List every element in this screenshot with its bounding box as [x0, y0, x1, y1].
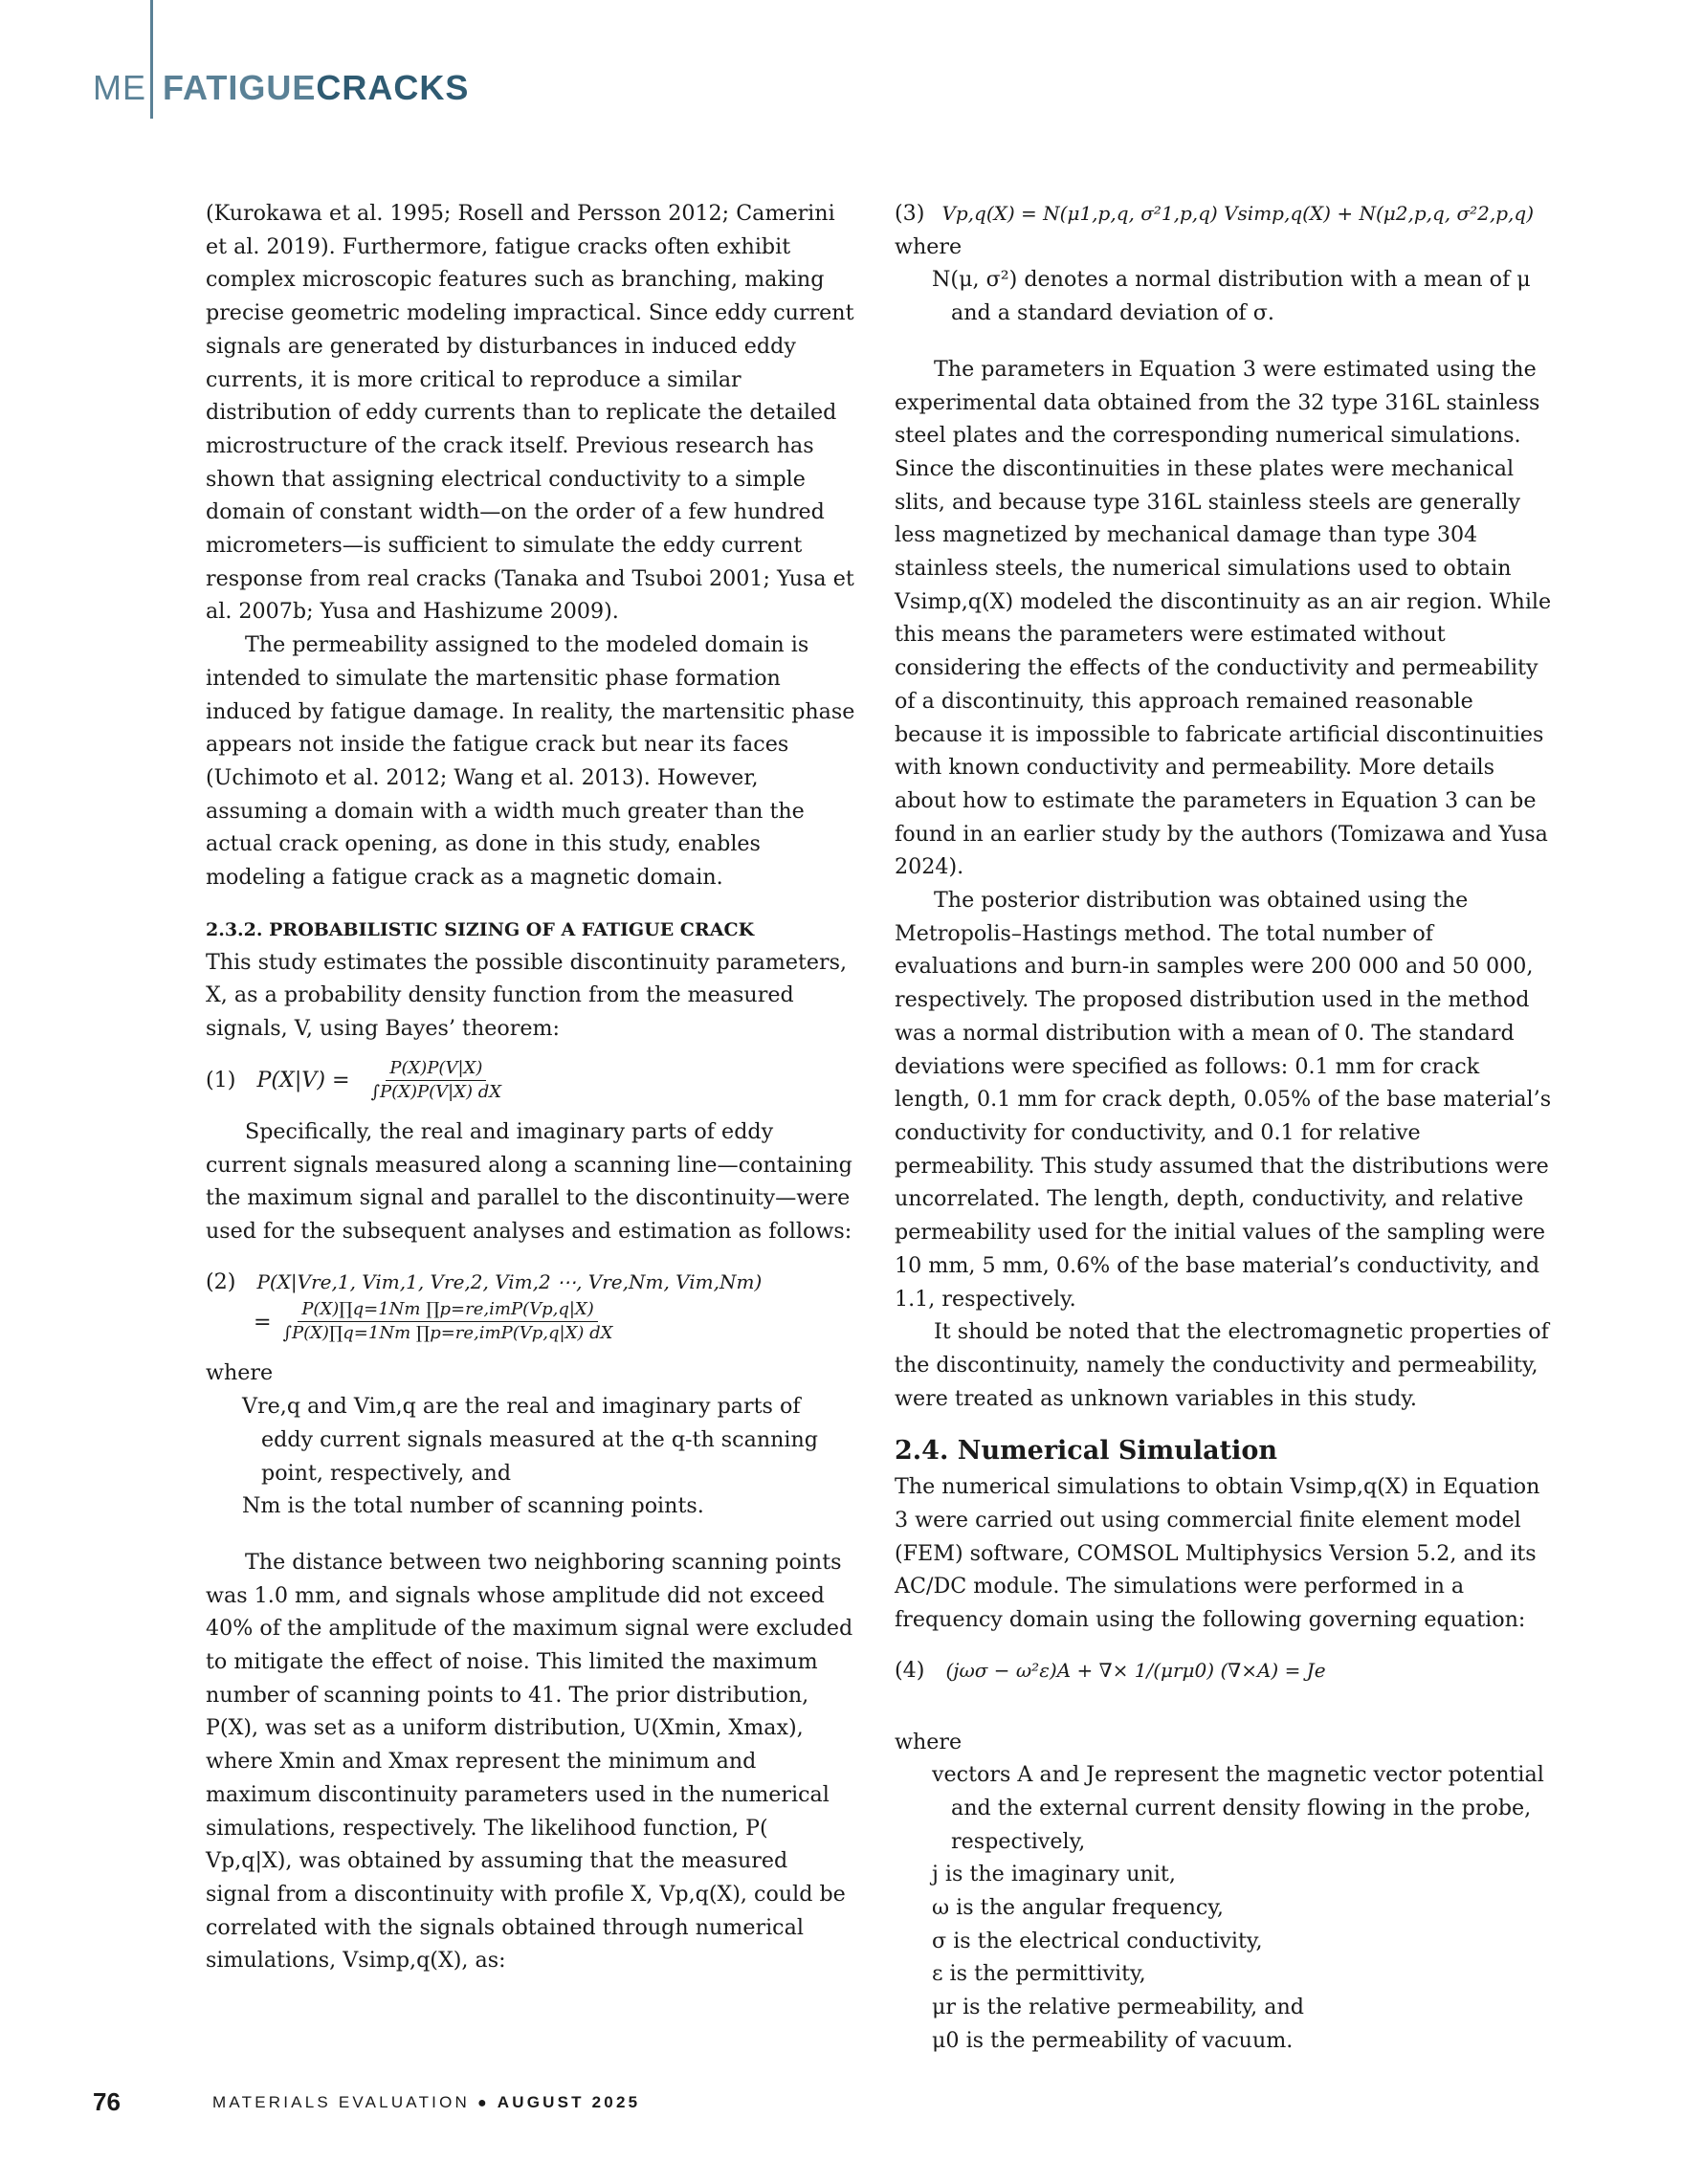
equation-body: Vp,q(X) = N(μ1,p,q, σ²1,p,q) Vsimp,q(X) + N(μ2,p,q, σ²2,p,q): [941, 202, 1535, 225]
where-label: where: [895, 233, 963, 259]
definition-list: [895, 1758, 1555, 2057]
equation-3: [895, 197, 1555, 231]
where-label: where: [895, 1729, 963, 1754]
section-tag: ME: [93, 68, 146, 107]
equation-lhs: P(X|Vre,1, Vim,1, Vre,2, Vim,2 ⋯, Vre,Nm, Vim,Nm): [256, 1269, 763, 1293]
paragraph: The numerical simulations to obtain Vsimp,q(X) in Equation 3 were carried out using commercial finite element model (FEM) software, COMSOL Multiphysics Version 5.2, and its AC/DC module. The simulations were performed in a frequency domain using the following governing equation:: [895, 1474, 1540, 1633]
paragraph: This study estimates the possible discontinuity parameters, X, as a probability density function from the measured signals, V, using Bayes’ theorem:: [206, 949, 848, 1042]
section-heading: 2.4. Numerical Simulation: [895, 1436, 1277, 1467]
fraction: [283, 1298, 613, 1345]
paragraph: The posterior distribution was obtained using the Metropolis–Hastings method. The total number of evaluations and burn-in samples were 200 000 and 50 000, respectively. The proposed distribution used in the method was a normal distribution with a mean of 0. The standard deviations were specified as follows: 0.1 mm for crack length, 0.1 mm for crack depth, 0.05% of the base material’s conductivity for conductivity, and 0.1 for relative permeability. This study assumed that the distributions were uncorrelated. The length, depth, conductivity, and relative permeability used for the initial values of the sampling were 10 mm, 5 mm, 0.6% of the base material’s conductivity, and 1.1, respectively.: [895, 888, 1552, 1312]
fraction: [371, 1057, 501, 1104]
paragraph: The parameters in Equation 3 were estimated using the experimental data obtained from the 32 type 316L stainless steel plates and the corresponding numerical simulations. Since the discontinuities in these plates were mechanical slits, and because type 316L stainless steels are generally less magnetized by mechanical damage than type 304 stainless steels, the numerical simulations used to obtain Vsimp,q(X) modeled the discontinuity as an air region. While this means the parameters were estimated without considering the effects of the conductivity and permeability of a discontinuity, this approach remained reasonable because it is impossible to fabricate artificial discontinuities with known conductivity and permeability. More details about how to estimate the parameters in Equation 3 can be found in an earlier study by the authors (Tomizawa and Yusa 2024).: [895, 356, 1552, 880]
bullet-separator: ●: [476, 2095, 490, 2111]
definition: Vre,q and Vim,q are the real and imaginary parts of eddy current signals measured at the q-th scanning point, respectively, and: [242, 1394, 818, 1486]
denominator: ∫P(X)∏q=1Nm ∏p=re,imP(Vp,q|X) dX: [282, 1323, 613, 1344]
subsection-heading: 2.3.2. PROBABILISTIC SIZING OF A FATIGUE CRACK: [206, 918, 755, 940]
equation-2: [206, 1266, 856, 1346]
numerator: P(X)P(V|X): [386, 1057, 486, 1081]
definition: μr is the relative permeability, and: [932, 1995, 1304, 2020]
definition: Nm is the total number of scanning points.: [242, 1493, 704, 1519]
paragraph: (Kurokawa et al. 1995; Rosell and Persson 2012; Camerini et al. 2019). Furthermore, fatigue cracks often exhibit complex microscopic features such as branching, making precise geometric modeling impractical. Since eddy current signals are generated by disturbances in induced eddy currents, it is more critical to reproduce a similar distribution of eddy currents than to replicate the detailed microstructure of the crack itself. Previous research has shown that assigning electrical conductivity to a simple domain of constant width—on the order of a few hundred micrometers—is sufficient to simulate the eddy current response from real cracks (Tanaka and Tsuboi 2001; Yusa et al. 2007b; Yusa and Hashizume 2009).: [206, 201, 854, 625]
definition: σ is the electrical conductivity,: [932, 1928, 1263, 1953]
issue-date: AUGUST 2025: [497, 2093, 641, 2111]
definition: N(μ, σ²) denotes a normal distribution with a mean of μ and a standard deviation of σ.: [932, 267, 1531, 326]
page-number: 76: [93, 2087, 121, 2116]
equation-4: [895, 1654, 1555, 1688]
header-rule: [150, 0, 153, 119]
paragraph: The distance between two neighboring scanning points was 1.0 mm, and signals whose amplitude did not exceed 40% of the amplitude of the maximum signal were excluded to mitigate the effect of noise. This limited the maximum number of scanning points to 41. The prior distribution, P(X), was set as a uniform distribution, U(Xmin, Xmax), where Xmin and Xmax represent the minimum and maximum discontinuity parameters used in the numerical simulations, respectively. The likelihood function, P( Vp,q|X), was obtained by assuming that the measured signal from a discontinuity with profile X, Vp,q(X), could be correlated with the signals obtained through numerical simulations, Vsimp,q(X), as:: [206, 1549, 853, 1974]
spacer: [206, 1523, 856, 1546]
left-column: [206, 197, 856, 1977]
equals-sign: =: [254, 1309, 272, 1335]
definition: vectors A and Je represent the magnetic vector potential and the external current density flowing in the probe, respectively,: [932, 1762, 1544, 1854]
definition: μ0 is the permeability of vacuum.: [932, 2027, 1294, 2053]
where-label: where: [206, 1360, 274, 1386]
spacer: [895, 330, 1555, 353]
equation-body: (jωσ − ω²ε)A + ∇× 1/(μrμ0) (∇×A) = Je: [945, 1658, 1326, 1682]
equation-number: (3): [895, 201, 925, 226]
equation-1: [206, 1057, 856, 1104]
section-title: FATIGUECRACKS: [163, 68, 470, 107]
equation-number: (2): [206, 1268, 236, 1294]
paragraph: The permeability assigned to the modeled domain is intended to simulate the martensitic phase formation induced by fatigue damage. In reality, the martensitic phase appears not inside the fatigue crack but near its faces (Uchimoto et al. 2012; Wang et al. 2013). However, assuming a domain with a width much greater than the actual crack opening, as done in this study, enables modeling a fatigue crack as a magnetic domain.: [206, 632, 855, 891]
definition: ε is the permittivity,: [932, 1961, 1146, 1987]
paragraph: It should be noted that the electromagnetic properties of the discontinuity, namely the conductivity and permeability, were treated as unknown variables in this study.: [895, 1319, 1549, 1411]
denominator: ∫P(X)P(V|X) dX: [370, 1081, 502, 1102]
equation-row: [254, 1298, 856, 1345]
paragraph: Specifically, the real and imaginary parts of eddy current signals measured along a scanning line—containing the maximum signal and parallel to the discontinuity—were used for the subsequent analyses and estimation as follows:: [206, 1118, 852, 1244]
definition: ω is the angular frequency,: [932, 1895, 1224, 1921]
definition: j is the imaginary unit,: [932, 1862, 1176, 1887]
equation-number: (1): [206, 1068, 236, 1093]
journal-name: MATERIALS EVALUATION ● AUGUST 2025: [212, 2093, 641, 2111]
page-footer: [93, 2087, 667, 2126]
equation-lhs: P(X|V) =: [256, 1068, 350, 1093]
right-column: [895, 197, 1555, 2058]
equation-row: [206, 1266, 856, 1299]
numerator: P(X)∏q=1Nm ∏p=re,imP(Vp,q|X): [298, 1298, 597, 1322]
equation-number: (4): [895, 1657, 925, 1683]
